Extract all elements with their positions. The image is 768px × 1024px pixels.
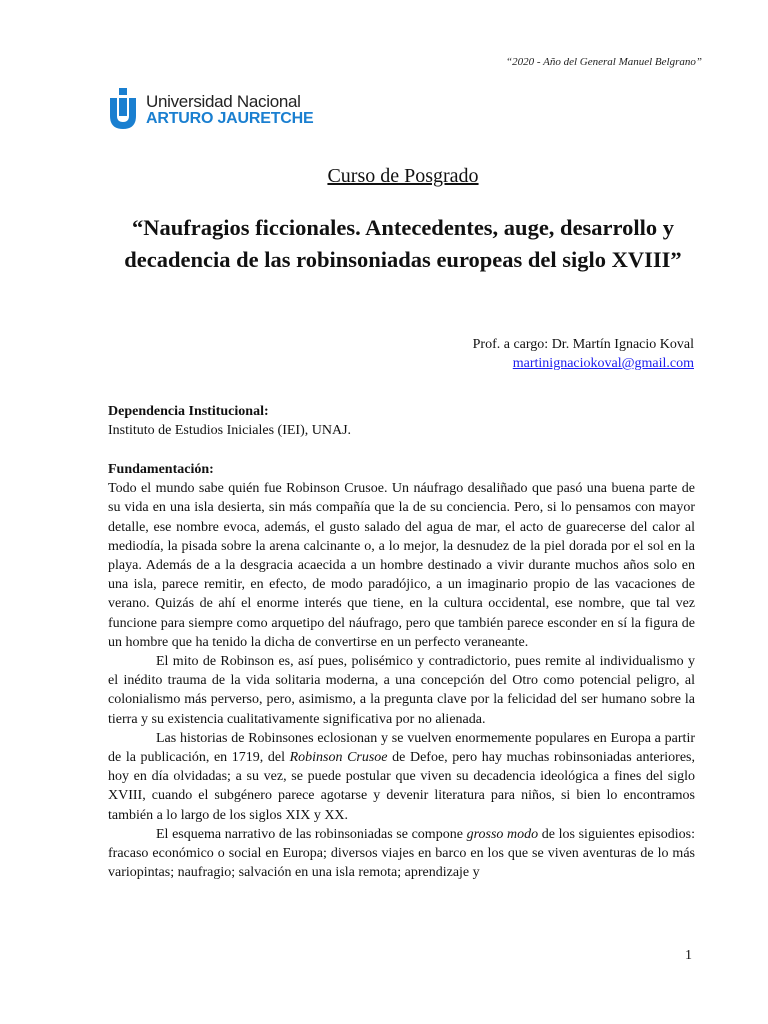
professor-label: Prof. a cargo: Dr. Martín Ignacio Koval [472,337,694,352]
course-heading: Curso de Posgrado [327,165,479,187]
fundamentacion-heading: Fundamentación: [108,462,214,477]
fundamentacion-section [108,460,695,882]
logo-line-2: ARTURO JAURETCHE [146,110,314,127]
dependencia-heading: Dependencia Institucional: [108,404,269,419]
logo-line-1: Universidad Nacional [146,92,301,111]
paragraph-4-b: de los siguientes episodios: fracaso económico o social en Europa; diversos viajes en barco en los que se viven aventuras de lo más variopintas; naufragio; salvación en una isla remota; aprendizaje y [108,826,696,881]
paragraph-3-italic: Robinson Crusoe [289,750,388,766]
paragraph-3 [108,729,695,825]
paragraph-1: Todo el mundo sabe quién fue Robinson Crusoe. Un náufrago desaliñado que pasó una buena parte de su vida en una isla desierta, sin más compañía que la de su conciencia. Pero, si lo pensamos con mayor detalle, ese nombre evoca, además, el gusto salado del agua de mar, el acto de guarecerse del calor al mediodía, la pisada sobre la arena calcinante o, a lo mejor, la desnudez de la piel dorada por el sol en la playa. Además de a la desgracia acaecida a un hombre destinado a vivir durante muchos años solo en una isla, parece remitir, en efecto, de modo paradójico, a un imaginario propio de las vacaciones de verano. Quizás de ahí el enorme interés que tiene, en la cultura occidental, ese nombre, que tal vez funcione para siempre como arquetipo del náufrago, pero que también parece esconder en sí la figura de un hombre que ha tenido la dicha de convertirse en un perfecto veraneante. [108,481,695,650]
header-note: “2020 - Año del General Manuel Belgrano” [506,56,702,68]
document-title: “Naufragios ficcionales. Antecedentes, auge, desarrollo y decadencia de las robinsoniadas europeas del siglo XVIII” [124,215,682,272]
paragraph-4-italic: grosso modo [466,826,539,842]
paragraph-3-a: Las historias de Robinsones eclosionan y se vuelven enormemente populares en Europa a partir de la publicación, en 1719, del [108,730,695,766]
professor-block [473,335,694,373]
paragraph-3-b: de Defoe, pero hay muchas robinsoniadas anteriores, hoy en día olvidadas; a su vez, se puede postular que viven su decadencia ideológica a fines del siglo XVIII, cuando el subgénero parece agotarse y devenir literatura para niños, si bien lo encontramos también a lo largo de los siglos XIX y XX. [108,750,695,823]
university-logo [108,88,314,132]
dependencia-section [108,402,695,440]
professor-email-link[interactable]: martinignaciokoval@gmail.com [512,356,694,371]
page-number: 1 [685,948,692,963]
paragraph-2: El mito de Robinson es, así pues, polisémico y contradictorio, pues remite al individualismo y el inédito trauma de la vida solitaria moderna, a una concepción del Otro como potencial peligro, al colonialismo más perverso, pero, asimismo, a la pregunta clave por la felicidad del ser humano sobre la tierra y su existencia cualitativamente significativa por no alienada. [108,654,695,727]
unaj-logo-icon [108,88,138,130]
dependencia-text: Instituto de Estudios Iniciales (IEI), UNAJ. [108,423,352,439]
paragraph-4 [108,825,695,883]
paragraph-4-a: El esquema narrativo de las robinsoniadas se compone [156,826,467,842]
